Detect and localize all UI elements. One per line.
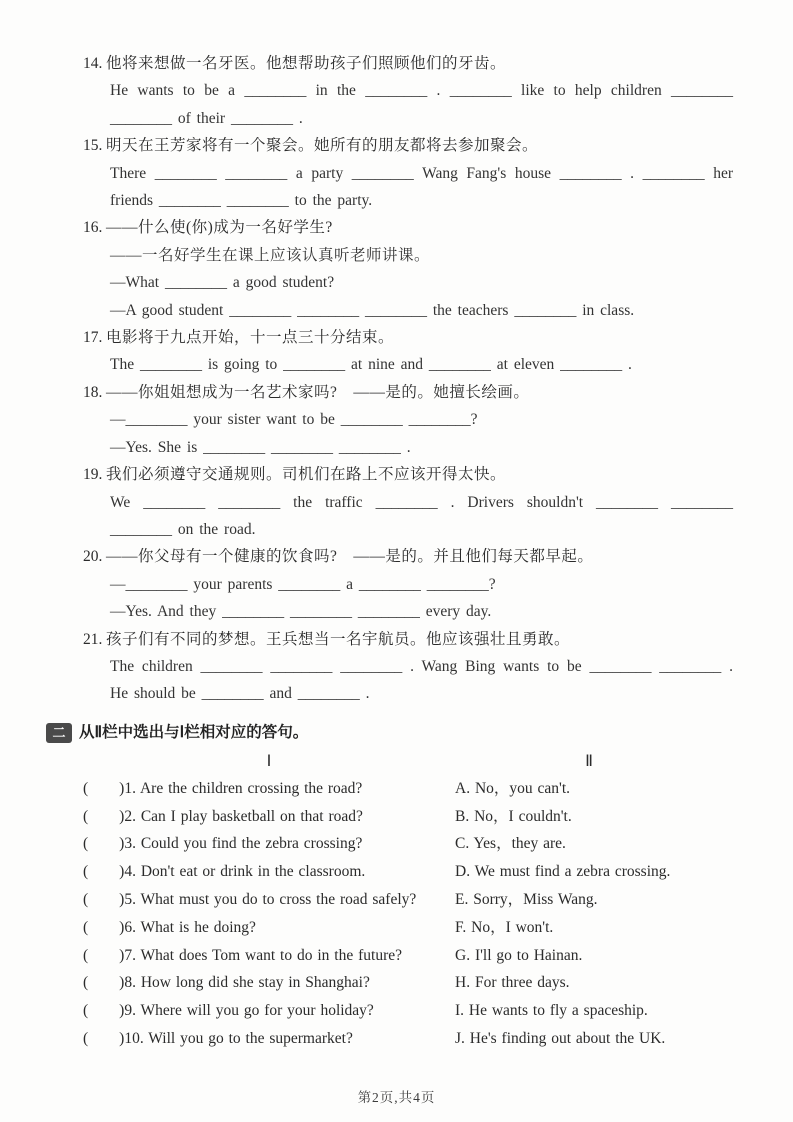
section-title: 从Ⅱ栏中选出与Ⅰ栏相对应的答句。 xyxy=(79,723,309,741)
match-answer: G. I'll go to Hainan. xyxy=(455,946,583,964)
item-chinese-text: 他将来想做一名牙医。他想帮助孩子们照顾他们的牙齿。 xyxy=(106,55,507,72)
match-question: ( )3. Could you find the zebra crossing? xyxy=(83,835,363,853)
match-answer: E. Sorry，Miss Wang. xyxy=(455,890,598,908)
item-english-line: friends ________ ________ to the party. xyxy=(110,192,373,210)
item-english-line: He should be ________ and ________ . xyxy=(110,685,370,703)
item-english-line: —What ________ a good student? xyxy=(110,274,335,292)
match-answer: F. No，I won't. xyxy=(455,918,554,936)
match-question: ( )6. What is he doing? xyxy=(83,918,256,936)
item-prompt-line xyxy=(83,324,723,351)
match-question: ( )9. Where will you go for your holiday? xyxy=(83,1002,374,1020)
match-row-5 xyxy=(83,886,723,914)
item-prompt-line xyxy=(83,543,723,570)
match-question: ( )5. What must you do to cross the road safely? xyxy=(83,890,417,908)
item-english-line: There ________ ________ a party ________ Wang Fang's house ________ . ________ her xyxy=(110,164,733,182)
item-english-line: We ________ ________ the traffic ________ . Drivers shouldn't ________ ________ xyxy=(110,493,733,511)
item-english-line: ________ on the road. xyxy=(110,520,256,538)
match-row-9 xyxy=(83,997,723,1025)
fill-item-15 xyxy=(83,132,733,214)
match-row-8 xyxy=(83,969,723,997)
item-prompt-line xyxy=(83,461,723,488)
match-row-6 xyxy=(83,914,723,942)
match-row-7 xyxy=(83,942,723,970)
item-chinese-text: 我们必须遵守交通规则。司机们在路上不应该开得太快。 xyxy=(106,466,507,484)
section-number-badge: 二 xyxy=(46,723,72,743)
match-answer: H. For three days. xyxy=(455,974,570,992)
item-english-line: —Yes. And they ________ ________ ________ every day. xyxy=(110,603,492,621)
item-english-line: The children ________ ________ ________ . Wang Bing wants to be ________ ________ . xyxy=(110,657,733,675)
matching-section xyxy=(52,721,723,1053)
item-chinese-text: ——你父母有一个健康的饮食吗? ——是的。并且他们每天都早起。 xyxy=(106,548,594,566)
match-question: ( )10. Will you go to the supermarket? xyxy=(83,1029,353,1047)
item-number: 19. xyxy=(83,466,103,484)
match-row-4 xyxy=(83,858,723,886)
item-number: 18. xyxy=(83,383,103,401)
match-row-2 xyxy=(83,803,723,831)
match-row-1 xyxy=(83,775,723,803)
match-question: ( )8. How long did she stay in Shanghai? xyxy=(83,974,370,992)
column-1-header: Ⅰ xyxy=(266,752,272,770)
item-prompt-line xyxy=(83,132,723,159)
item-prompt-line xyxy=(83,214,723,241)
item-english-line: —________ your parents ________ a ________ ________? xyxy=(110,575,496,593)
item-chinese-text: ——你姐姐想成为一名艺术家吗? ——是的。她擅长绘画。 xyxy=(106,383,530,401)
item-english-line: ________ of their ________ . xyxy=(110,109,303,127)
match-question: ( )4. Don't eat or drink in the classroom. xyxy=(83,863,366,881)
fill-item-18 xyxy=(83,379,723,461)
item-chinese-text: 明天在王芳家将有一个聚会。她所有的朋友都将去参加聚会。 xyxy=(106,137,539,155)
item-english-line: —A good student ________ ________ ________ the teachers ________ in class. xyxy=(110,301,635,319)
fill-item-19 xyxy=(83,461,733,543)
match-answer: C. Yes，they are. xyxy=(455,835,566,853)
fill-item-20 xyxy=(83,543,723,625)
item-english-line: He wants to be a ________ in the ________ . ________ like to help children ________ xyxy=(110,82,733,100)
fill-item-14 xyxy=(83,50,733,132)
item-english-line: The ________ is going to ________ at nine and ________ at eleven ________ . xyxy=(110,356,632,374)
item-number: 17. xyxy=(83,329,103,347)
item-number: 20. xyxy=(83,548,103,566)
match-question: ( )1. Are the children crossing the road? xyxy=(83,779,363,797)
match-answer: B. No，I couldn't. xyxy=(455,807,572,825)
column-headers xyxy=(83,748,723,775)
item-prompt-line xyxy=(83,379,723,406)
item-number: 14. xyxy=(83,55,103,72)
match-row-3 xyxy=(83,830,723,858)
item-chinese-text: ——什么使(你)成为一名好学生? xyxy=(106,219,333,237)
item-number: 16. xyxy=(83,219,103,237)
match-question: ( )2. Can I play basketball on that road? xyxy=(83,807,363,825)
match-question: ( )7. What does Tom want to do in the future? xyxy=(83,946,403,964)
match-answer: A. No，you can't. xyxy=(455,779,570,797)
column-2-header: Ⅱ xyxy=(585,752,593,770)
page-footer: 第2页,共4页 xyxy=(357,1090,436,1105)
item-chinese-text: 电影将于九点开始，十一点三十分结束。 xyxy=(106,329,395,347)
item-english-line: —Yes. She is ________ ________ ________ . xyxy=(110,438,411,456)
item-chinese-text: 孩子们有不同的梦想。王兵想当一名宇航员。他应该强壮且勇敢。 xyxy=(106,630,571,648)
item-english-line: —________ your sister want to be ________ ________? xyxy=(110,411,478,429)
item-number: 21. xyxy=(83,630,103,648)
match-answer: D. We must find a zebra crossing. xyxy=(455,863,671,881)
item-prompt-line xyxy=(83,50,723,77)
section-header xyxy=(46,721,723,745)
fill-item-21 xyxy=(83,626,733,708)
item-number: 15. xyxy=(83,137,103,155)
item-chinese-line2: ——一名好学生在课上应该认真听老师讲课。 xyxy=(110,246,431,264)
match-row-10 xyxy=(83,1025,723,1053)
item-prompt-line xyxy=(83,626,723,653)
match-answer: J. He's finding out about the UK. xyxy=(455,1029,666,1047)
fill-item-17 xyxy=(83,324,723,379)
match-answer: I. He wants to fly a spaceship. xyxy=(455,1002,648,1020)
fill-item-16 xyxy=(83,214,723,324)
